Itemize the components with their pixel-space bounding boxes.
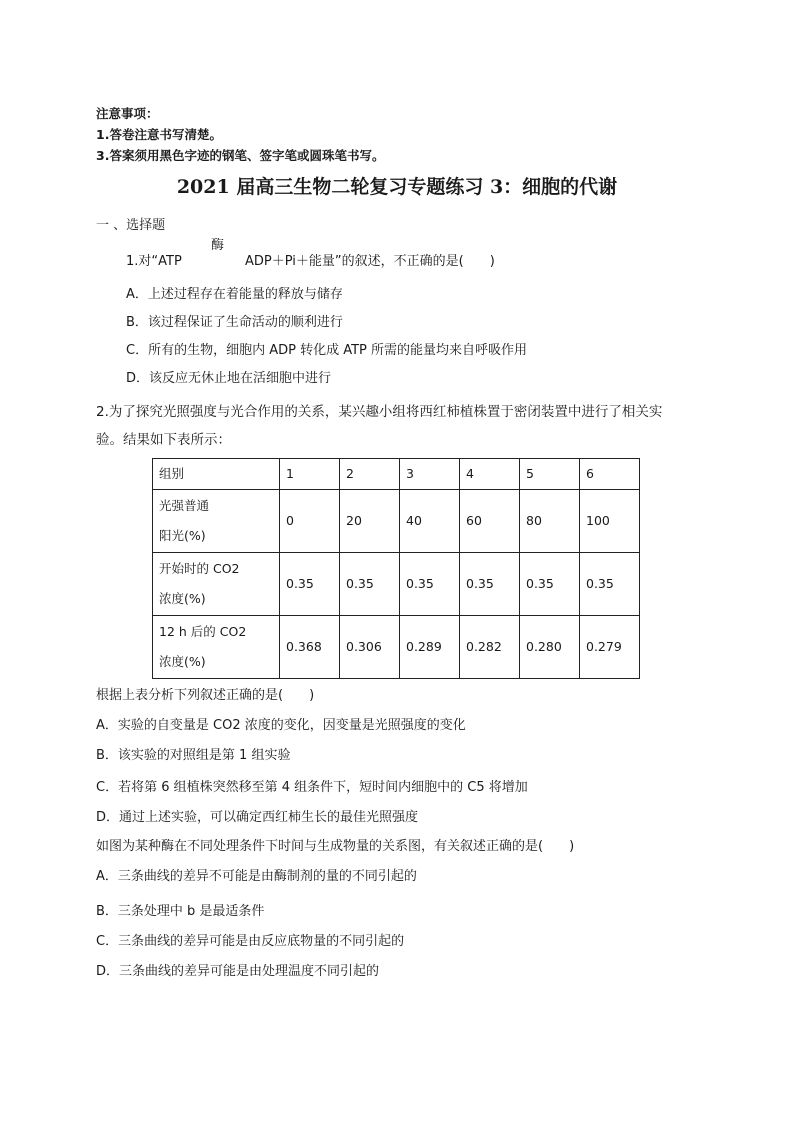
q2-stem-line-1: 2.为了探究光照强度与光合作用的关系，某兴趣小组将西红柿植株置于密闭装置中进行了相关实 bbox=[96, 404, 663, 420]
table-cell: 0.35 bbox=[460, 553, 520, 616]
table-cell: 0.280 bbox=[520, 616, 580, 679]
q2-option-a: A．实验的自变量是 CO2 浓度的变化，因变量是光照强度的变化 bbox=[96, 718, 466, 733]
table-row-label-line: 浓度(%) bbox=[159, 591, 206, 606]
table-row bbox=[153, 616, 640, 679]
notice-item-3: 3.答案须用黑色字迹的钢笔、签字笔或圆珠笔书写。 bbox=[96, 148, 385, 163]
table-cell: 0.35 bbox=[340, 553, 400, 616]
table-cell: 0.35 bbox=[280, 553, 340, 616]
table-row-label-line: 开始时的 CO2 bbox=[159, 561, 240, 576]
q3-option-c: C．三条曲线的差异可能是由反应底物量的不同引起的 bbox=[96, 934, 405, 949]
q1-stem-pre: 1.对“ATP bbox=[126, 254, 182, 269]
table-row-label-line: 光强普通 bbox=[159, 498, 210, 513]
table-row-label-line: 阳光(%) bbox=[159, 528, 206, 543]
table-cell: 0.368 bbox=[280, 616, 340, 679]
q3-option-b: B．三条处理中 b 是最适条件 bbox=[96, 904, 265, 919]
q2-stem-line-2: 验。结果如下表所示： bbox=[96, 432, 231, 448]
table-row-label bbox=[153, 616, 280, 679]
table-cell: 0.35 bbox=[400, 553, 460, 616]
table-header-cell: 1 bbox=[280, 459, 340, 490]
enzyme-label: 酶 bbox=[211, 238, 225, 253]
table-header-cell: 组别 bbox=[153, 459, 280, 490]
notice-heading: 注意事项： bbox=[96, 106, 159, 121]
table-row bbox=[153, 553, 640, 616]
q3-option-d: D．三条曲线的差异可能是由处理温度不同引起的 bbox=[96, 964, 380, 979]
q1-option-a: A．上述过程存在着能量的释放与储存 bbox=[126, 287, 343, 302]
table-header-cell: 2 bbox=[340, 459, 400, 490]
table-cell: 0.35 bbox=[520, 553, 580, 616]
q2-after-table: 根据上表分析下列叙述正确的是( ) bbox=[96, 688, 315, 703]
table-header-row bbox=[153, 459, 640, 490]
q3-option-a: A．三条曲线的差异不可能是由酶制剂的量的不同引起的 bbox=[96, 869, 417, 884]
table-row-label-line: 12 h 后的 CO2 bbox=[159, 624, 247, 639]
table-cell: 0.279 bbox=[580, 616, 640, 679]
table-row-label-line: 浓度(%) bbox=[159, 654, 206, 669]
table-cell: 80 bbox=[520, 490, 580, 553]
table-cell: 0.289 bbox=[400, 616, 460, 679]
table-cell: 20 bbox=[340, 490, 400, 553]
table-header-cell: 4 bbox=[460, 459, 520, 490]
table-cell: 100 bbox=[580, 490, 640, 553]
section-heading: 一 、选择题 bbox=[96, 218, 166, 233]
table-cell: 60 bbox=[460, 490, 520, 553]
table-cell: 0.282 bbox=[460, 616, 520, 679]
q2-option-b: B．该实验的对照组是第 1 组实验 bbox=[96, 748, 291, 763]
notice-item-1: 1.答卷注意书写清楚。 bbox=[96, 127, 222, 142]
table-cell: 0.306 bbox=[340, 616, 400, 679]
page-title: 2021 届高三生物二轮复习专题练习 3：细胞的代谢 bbox=[176, 176, 618, 198]
table-header-cell: 3 bbox=[400, 459, 460, 490]
q1-stem-post: ADP＋Pi＋能量”的叙述，不正确的是( ) bbox=[245, 254, 495, 269]
table-header-cell: 6 bbox=[580, 459, 640, 490]
table-header-cell: 5 bbox=[520, 459, 580, 490]
q2-option-d: D．通过上述实验，可以确定西红柿生长的最佳光照强度 bbox=[96, 810, 419, 825]
q1-option-b: B．该过程保证了生命活动的顺利进行 bbox=[126, 315, 343, 330]
table-cell: 40 bbox=[400, 490, 460, 553]
q2-option-c: C．若将第 6 组植株突然移至第 4 组条件下，短时间内细胞中的 C5 将增加 bbox=[96, 780, 528, 795]
table-row bbox=[153, 490, 640, 553]
results-table bbox=[152, 458, 640, 679]
table-row-label bbox=[153, 553, 280, 616]
q3-stem: 如图为某种酶在不同处理条件下时间与生成物量的关系图，有关叙述正确的是( ) bbox=[96, 839, 575, 854]
table-row-label bbox=[153, 490, 280, 553]
q1-option-c: C．所有的生物，细胞内 ADP 转化成 ATP 所需的能量均来自呼吸作用 bbox=[126, 343, 528, 358]
table-cell: 0 bbox=[280, 490, 340, 553]
table-cell: 0.35 bbox=[580, 553, 640, 616]
q1-option-d: D．该反应无休止地在活细胞中进行 bbox=[126, 371, 332, 386]
